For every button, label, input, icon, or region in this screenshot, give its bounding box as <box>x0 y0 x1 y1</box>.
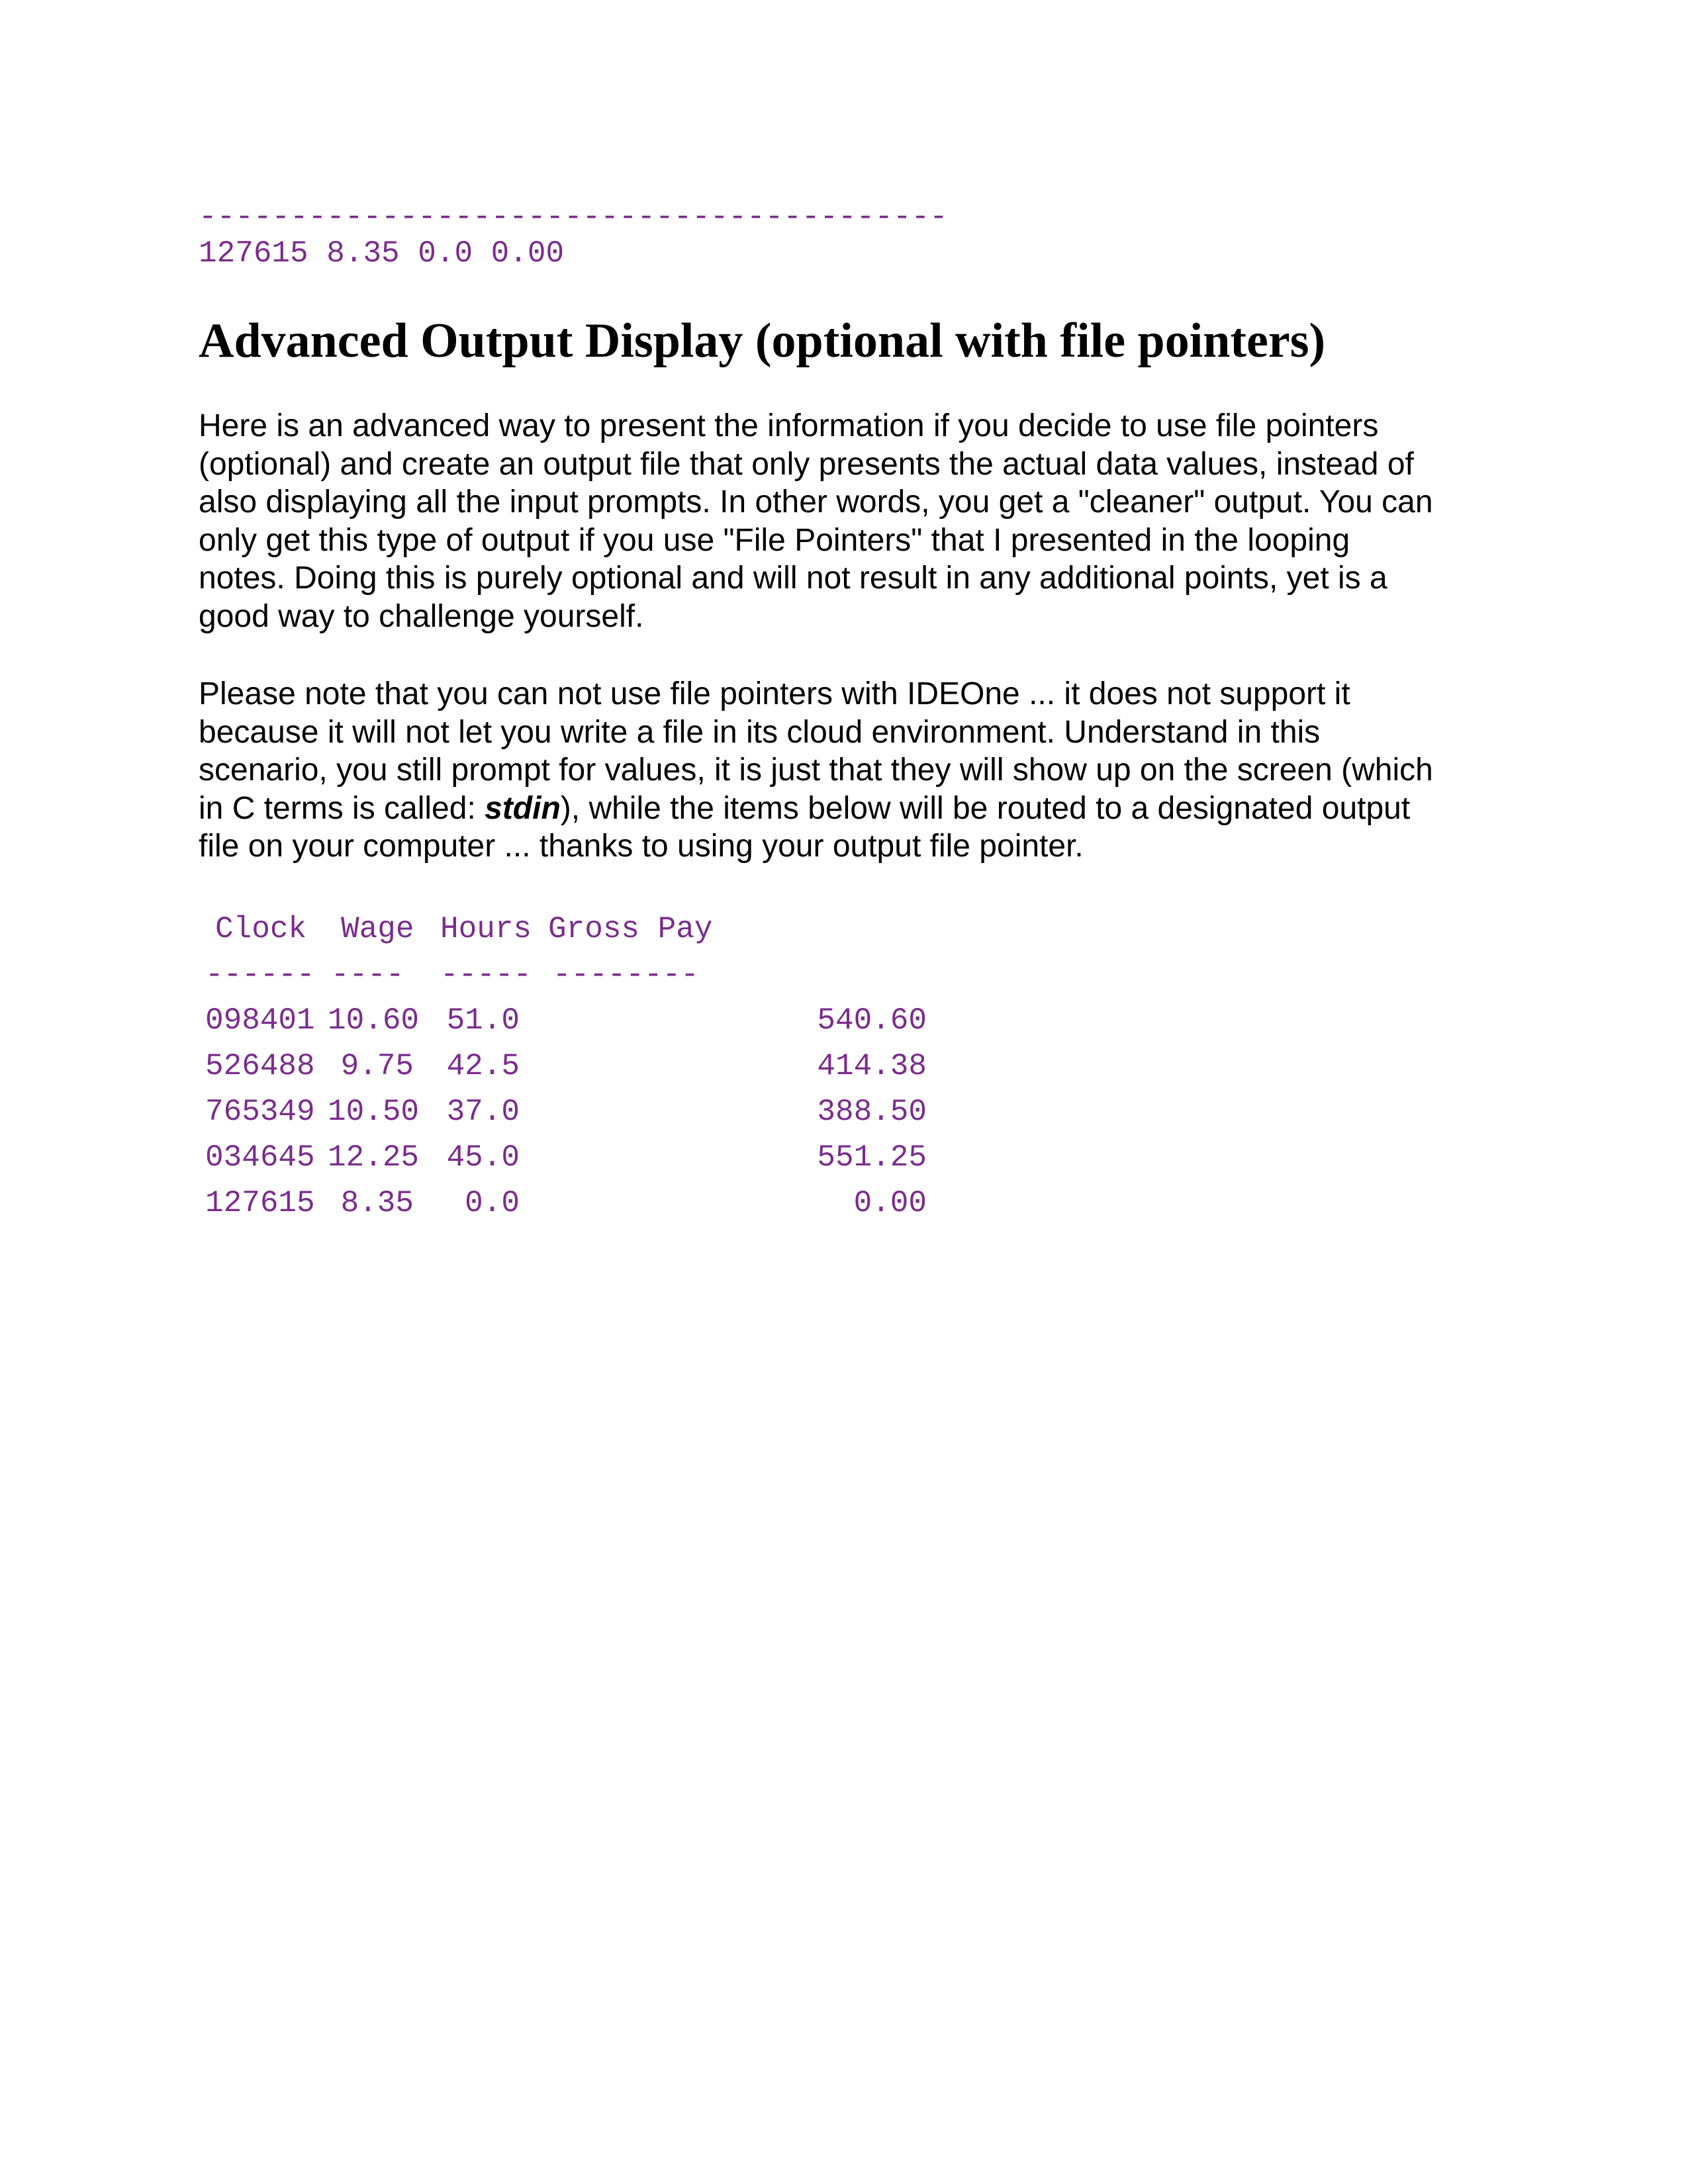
cell-wage: 9.75 <box>340 1049 414 1083</box>
header-gross-pay: Gross Pay <box>548 912 713 946</box>
note-text: in C terms is called: <box>199 790 485 826</box>
cell-gross-pay: 414.38 <box>817 1049 927 1083</box>
note-text: ), while the items below will be routed to a designated output <box>560 790 1411 826</box>
separator-gross: -------- <box>553 958 699 992</box>
note-paragraph-line: scenario, you still prompt for values, it is just that they will show up on the screen (which <box>199 752 1433 788</box>
intro-paragraph-line: notes. Doing this is purely optional and will not result in any additional points, yet is a <box>199 561 1387 596</box>
cell-clock: 034645 <box>205 1140 315 1175</box>
note-paragraph-line: Please note that you can not use file pointers with IDEOne ... it does not support it <box>199 676 1350 711</box>
header-clock: Clock <box>215 912 307 946</box>
cell-hours: 0.0 <box>465 1186 520 1220</box>
cell-clock: 127615 <box>205 1186 315 1220</box>
cell-hours: 45.0 <box>446 1140 520 1175</box>
note-paragraph-line <box>199 790 1496 828</box>
header-wage: Wage <box>341 912 414 946</box>
separator-clock: ------ <box>205 958 315 992</box>
cell-gross-pay: 540.60 <box>817 1003 927 1038</box>
cell-wage: 12.25 <box>328 1140 420 1175</box>
intro-paragraph-line: also displaying all the input prompts. In other words, you get a "cleaner" output. You can <box>199 484 1433 520</box>
cell-wage: 10.50 <box>328 1095 420 1129</box>
cell-wage: 8.35 <box>340 1186 414 1220</box>
intro-paragraph-line: good way to challenge yourself. <box>199 598 644 634</box>
note-paragraph-line: because it will not let you write a file in its cloud environment. Understand in this <box>199 714 1321 750</box>
cell-wage: 10.60 <box>328 1003 420 1038</box>
intro-paragraph-line: Here is an advanced way to present the information if you decide to use file pointers <box>199 408 1379 443</box>
section-heading: Advanced Output Display (optional with file pointers) <box>199 314 1326 368</box>
cell-clock: 098401 <box>205 1003 315 1038</box>
cell-clock: 765349 <box>205 1095 315 1129</box>
cell-gross-pay: 0.00 <box>853 1186 927 1220</box>
cell-hours: 51.0 <box>446 1003 520 1038</box>
note-paragraph-line: file on your computer ... thanks to using your output file pointer. <box>199 829 1084 864</box>
cell-gross-pay: 551.25 <box>817 1140 927 1175</box>
separator-hours: ----- <box>440 958 532 992</box>
output-record-line: 127615 8.35 0.0 0.00 <box>199 236 565 271</box>
cell-hours: 37.0 <box>446 1095 520 1129</box>
separator-wage: ---- <box>331 958 404 992</box>
ideone-note-paragraph <box>199 675 1496 866</box>
intro-paragraph-line: only get this type of output if you use "File Pointers" that I presented in the looping <box>199 522 1350 558</box>
cell-gross-pay: 388.50 <box>817 1095 927 1129</box>
output-separator-line: ----------------------------------------- <box>199 200 948 234</box>
stdin-term: stdin <box>485 790 561 826</box>
header-hours: Hours <box>440 912 532 946</box>
intro-paragraph-line: (optional) and create an output file that only presents the actual data values, instead of <box>199 446 1414 482</box>
cell-hours: 42.5 <box>446 1049 520 1083</box>
intro-paragraph <box>199 407 1496 635</box>
cell-clock: 526488 <box>205 1049 315 1083</box>
